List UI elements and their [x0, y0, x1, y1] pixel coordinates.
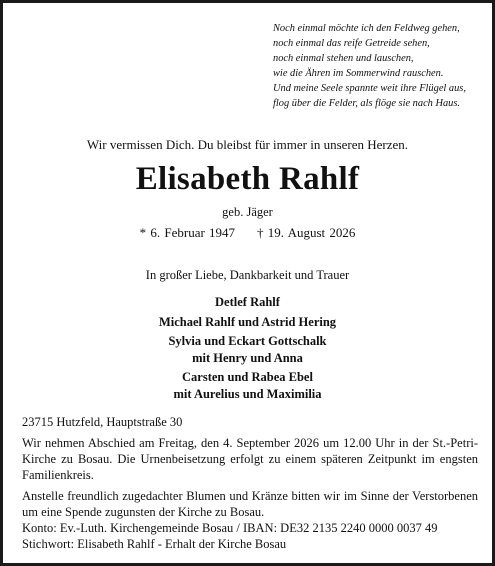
birth-date: * 6. Februar 1947 — [139, 225, 236, 240]
motto-line: Wir vermissen Dich. Du bleibst für immer in unseren Herzen. — [86, 137, 409, 152]
mourner-line: Michael Rahlf und Astrid Hering — [158, 314, 337, 329]
donation-paragraph — [22, 488, 478, 552]
poem — [273, 21, 466, 111]
farewell-paragraph: Wir nehmen Abschied am Freitag, den 4. September 2026 um 12.00 Uhr in der St.-Petri-Kirche zu Bosau. Die Urnenbeisetzung erfolgt zu einem späteren Zeitpunkt im engsten Familienkreis. — [22, 436, 478, 482]
life-dates — [3, 225, 492, 241]
mourners-list — [3, 294, 492, 406]
mourner-group — [3, 294, 492, 311]
maiden-name: geb. Jäger — [222, 205, 273, 219]
mourner-group — [3, 314, 492, 331]
mourner-line: Sylvia und Eckart Gottschalk — [168, 334, 327, 349]
address: 23715 Hutzfeld, Hauptstraße 30 — [22, 415, 183, 429]
poem-line: Und meine Seele spannte weit ihre Flügel aus, — [273, 83, 466, 94]
mourner-line: mit Aurelius und Maximilia — [173, 386, 322, 401]
mourner-line: Carsten und Rabea Ebel — [182, 370, 313, 385]
mourner-group — [3, 369, 492, 402]
poem-line: Noch einmal möchte ich den Feldweg gehen, — [273, 23, 460, 34]
donation-account: Konto: Ev.-Luth. Kirchengemeinde Bosau / IBAN: DE32 2135 2240 0000 0037 49 — [22, 521, 438, 535]
mourner-line: Detlef Rahlf — [215, 295, 280, 309]
mourner-line: mit Henry und Anna — [192, 350, 303, 365]
donation-reference: Stichwort: Elisabeth Rahlf - Erhalt der Kirche Bosau — [22, 537, 287, 551]
grief-line: In großer Liebe, Dankbarkeit und Trauer — [145, 268, 350, 282]
poem-line: wie die Ähren im Sommerwind rauschen. — [273, 68, 444, 79]
death-date: † 19. August 2026 — [257, 225, 356, 240]
deceased-name: Elisabeth Rahlf — [135, 161, 360, 197]
poem-line: noch einmal das reife Getreide sehen, — [273, 38, 430, 49]
poem-line: noch einmal stehen und lauschen, — [273, 53, 414, 64]
donation-text: Anstelle freundlich zugedachter Blumen und Kränze bitten wir im Sinne der Verstorbenen um eine Spende zugunsten der Kirche zu Bosau. — [22, 489, 478, 519]
poem-line: flog über die Felder, als flöge sie nach Haus. — [273, 98, 461, 109]
mourner-group — [3, 333, 492, 366]
